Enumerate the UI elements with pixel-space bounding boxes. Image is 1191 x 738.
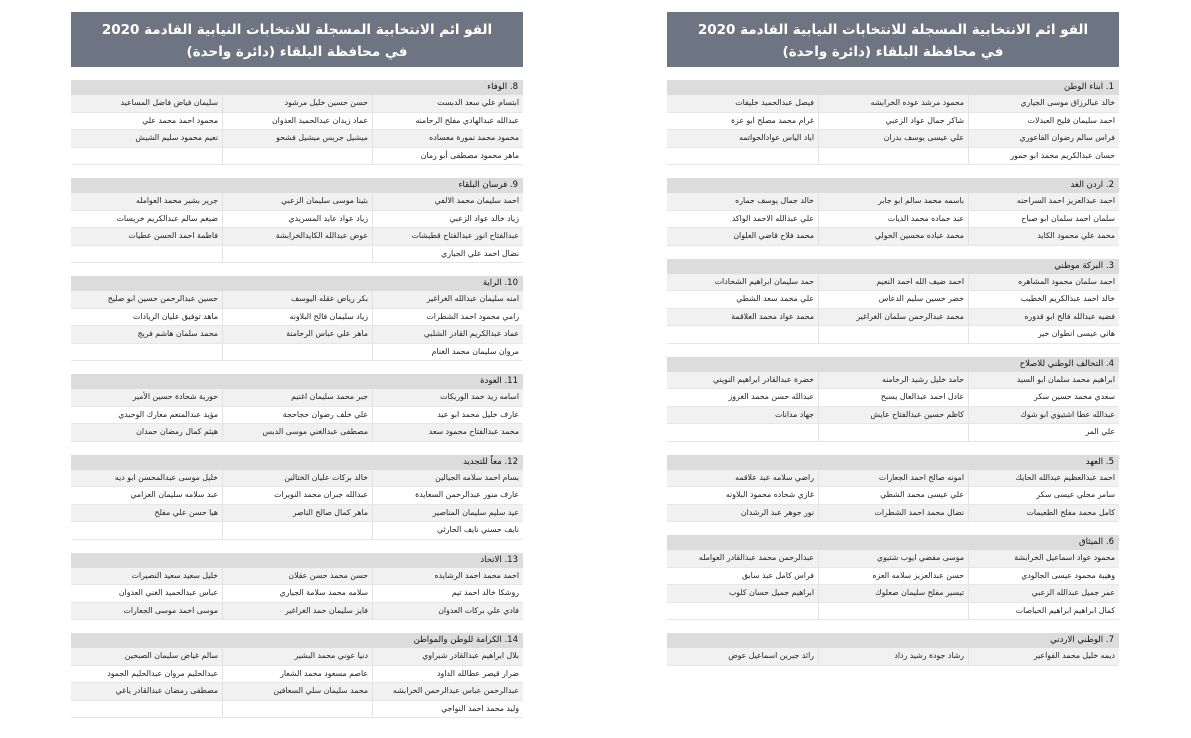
candidate-name: هيا حسن علي مفلح <box>73 505 223 522</box>
candidate-name: خضرة عبدالقادر ابراهيم النويني <box>669 372 819 389</box>
candidate-name: سليمان فياض فاضل المساعيد <box>73 95 223 112</box>
candidate-name: زياد خالد عواد الزعبي <box>449 213 519 223</box>
candidate-row <box>71 568 523 586</box>
candidate-name: ماهر محمود مصطفى أبو رمان <box>420 150 519 160</box>
candidate-name: عماد عبدالكريم القادر الشلبي <box>423 329 519 338</box>
candidate-name: ماهد توفيق عليان الزيادات <box>73 309 223 326</box>
candidate-name: محمد سلمان هاشم فريج <box>73 326 223 343</box>
candidate-name: حسن عبدالعزيز سلامه العزه <box>819 568 969 585</box>
candidate-name: ميشيل جريس ميشيل فشحو <box>223 130 373 147</box>
candidate-name <box>73 246 223 263</box>
candidate-name <box>669 424 819 441</box>
candidate-row <box>667 550 1119 568</box>
candidate-row <box>667 568 1119 586</box>
candidate-name: نعيم محمود سليم الشيش <box>73 130 223 147</box>
list-title: 1. ابناء الوطن <box>667 80 1119 95</box>
list-title: 7. الوطني الاردني <box>667 633 1119 648</box>
candidate-name: سلامه محمد سلامة الجياري <box>223 585 373 602</box>
candidate-name: عمر جميل عبدالله الزعبي <box>1031 588 1115 597</box>
candidate-row <box>71 228 523 246</box>
candidate-name: بثينا موسى سليمان الزعبي <box>223 193 373 210</box>
candidate-name: كمال ابراهيم ابراهيم الحياصات <box>1015 605 1115 615</box>
candidate-row <box>667 130 1119 148</box>
candidate-name: ابتسام علي سعد الدبست <box>437 98 519 107</box>
candidate-name: فراس سالم رضوان الفاعوري <box>1019 133 1115 142</box>
candidate-name: احمد محمد احمد الرشايده <box>434 570 519 580</box>
candidate-name: بكر رياض عقله اليوسف <box>223 291 373 308</box>
panel-title <box>667 12 1119 67</box>
electoral-list <box>71 276 523 361</box>
candidate-name: عماد زيدان عبدالحميد العدوان <box>223 113 373 130</box>
candidate-name: امونه صالح احمد الجعارات <box>819 470 969 487</box>
electoral-list <box>71 633 523 718</box>
candidate-name: فراس كامل عبد سابق <box>669 568 819 585</box>
candidate-name: ماهر علي عباس الرحامنة <box>223 326 373 343</box>
candidate-row <box>667 291 1119 309</box>
candidate-name: احمد سلمان محمود المشاهره <box>1018 276 1115 286</box>
candidate-row <box>71 505 523 523</box>
candidate-row <box>667 487 1119 505</box>
candidate-name: خالد عبالرزاق موسى الجياري <box>1020 98 1115 107</box>
candidate-name: حمد سليمان ابراهيم الشحادات <box>669 274 819 291</box>
candidate-row <box>667 309 1119 327</box>
candidate-row <box>667 372 1119 390</box>
candidate-name: عبد سلامه سليمان العزامي <box>73 487 223 504</box>
candidate-name: زياد سليمان فالح البلاونه <box>223 309 373 326</box>
electoral-list <box>667 357 1119 442</box>
candidate-name: حامد خليل رشيد الرحامنه <box>819 372 969 389</box>
candidate-name: ابراهيم محمد سلمان ابو السيد <box>1016 374 1115 384</box>
candidate-name: محمد عواد محمد العلاقمة <box>669 309 819 326</box>
candidate-name: وليد محمد احمد النواجي <box>441 703 519 713</box>
candidate-row <box>71 344 523 362</box>
candidate-name: تيسير مفلح سليمان صعلوك <box>819 585 969 602</box>
candidate-name <box>669 148 819 165</box>
candidate-name: فاطمة احمد الحسن عطيات <box>73 228 223 245</box>
candidate-name: نايف حسني نايف الحارثي <box>436 525 519 534</box>
candidate-name: محمد فلاح قاضي العلوان <box>669 228 819 245</box>
candidate-row <box>71 246 523 264</box>
candidate-name: راضي سلامه عبد علاقمه <box>669 470 819 487</box>
candidate-name: احمد ضيف الله احمد النعيم <box>819 274 969 291</box>
candidate-name: مصطفى رمضان عبدالقادر ياغي <box>73 683 223 700</box>
candidate-name: احمد سليمان فليح العبدلات <box>1027 115 1115 125</box>
candidate-row <box>71 487 523 505</box>
candidate-name: محمد عبدالفتاح محمود سعد <box>428 427 519 436</box>
candidate-name: باسمه محمد سالم ابو جابر <box>819 193 969 210</box>
candidate-name: عبدالفتاح انور عبدالفتاح قطيشات <box>411 231 519 240</box>
candidate-name: رشاد جودة رشيد رداد <box>819 648 969 665</box>
candidate-name: احمد عبدالعظيم عبدالله الحايك <box>1015 472 1115 482</box>
electoral-list <box>667 80 1119 165</box>
candidate-name: رامي محمود احمد الشطرات <box>426 311 519 321</box>
candidate-name: محمود احمد محمد علي <box>73 113 223 130</box>
list-title: 13. الاتحاد <box>71 553 523 568</box>
candidate-row <box>667 148 1119 166</box>
list-title: 9. فرسان البلقاء <box>71 178 523 193</box>
candidate-name: هيثم كمال رمضان حمدان <box>73 424 223 441</box>
candidate-name: ماهر كمال صالح الناصر <box>223 505 373 522</box>
list-title: 8. الوفاء <box>71 80 523 95</box>
candidate-row <box>667 228 1119 246</box>
candidate-row <box>71 309 523 327</box>
candidate-name: علي المر <box>1085 427 1115 436</box>
candidate-name <box>73 701 223 718</box>
candidate-name: عبد حماده محمد الديات <box>819 211 969 228</box>
electoral-list <box>667 455 1119 523</box>
candidate-name: غرام محمد مصلح ابو عزة <box>669 113 819 130</box>
candidate-name <box>73 148 223 165</box>
candidate-name: عبدالله جبران محمد النويرات <box>223 487 373 504</box>
candidate-name <box>73 344 223 361</box>
electoral-list <box>71 374 523 442</box>
candidate-name: بسام احمد سلامه الجيالين <box>435 472 519 482</box>
lists-container <box>71 80 523 718</box>
candidate-name: امنه سليمان عبدالله الغراغير <box>426 294 519 303</box>
candidate-name: محمود محمد نمورة معساده <box>429 133 519 142</box>
candidate-name: فادي علي بركات العدوان <box>438 605 519 615</box>
candidate-name: مؤيد عبدالمنعم معارك الوحيدي <box>73 407 223 424</box>
candidate-name: علي عيسى محمد الشطي <box>819 487 969 504</box>
electoral-list <box>71 80 523 165</box>
candidate-name: علي عبدالله الاحمد الواكد <box>669 211 819 228</box>
title-line-2: في محافظة البلقاء (دائرة واحدة) <box>186 44 408 60</box>
candidate-name: سعدي محمد حسين سكر <box>1034 392 1115 401</box>
candidate-name: ضرار قيصر عطالله الداود <box>436 668 519 678</box>
candidate-name: خالد احمد عبدالكريم الخطيب <box>1020 294 1115 303</box>
candidate-row <box>667 424 1119 442</box>
candidate-name: خالد بركات عليان الختالين <box>223 470 373 487</box>
electoral-list <box>71 455 523 540</box>
title-line-1: القو ائم الانتخابية المسجلة للانتخابات النيابية القادمة 2020 <box>101 22 493 38</box>
candidate-name: كامل محمد مفلح الطعيمات <box>1026 507 1115 517</box>
candidate-row <box>667 211 1119 229</box>
electoral-list <box>71 178 523 263</box>
candidate-name: عوض عبدالله الكايدالخرابشة <box>223 228 373 245</box>
candidate-name: محمد عبدالرحمن سلمان الغراغير <box>819 309 969 326</box>
list-title: 14. الكرامة للوطن والمواطن <box>71 633 523 648</box>
lists-container <box>667 80 1119 666</box>
candidate-name: اسامه زيد حمد الوريكات <box>440 392 519 401</box>
electoral-list <box>667 535 1119 620</box>
candidate-name <box>223 344 373 361</box>
candidate-name <box>223 246 373 263</box>
candidate-name: مصطفى عبدالغني موسى الدبس <box>223 424 373 441</box>
candidate-row <box>667 585 1119 603</box>
candidate-row <box>667 193 1119 211</box>
candidate-name: خليل موسى عبدالمحسن ابو ديه <box>73 470 223 487</box>
candidate-name: بلال ابراهيم عبدالقادر شبراوي <box>422 651 519 660</box>
candidate-name: عادل احمد عبدالعال يسبح <box>819 389 969 406</box>
candidate-name <box>819 603 969 620</box>
candidate-name: عبدالرحمن محمد عبدالقادر العوامله <box>669 550 819 567</box>
candidate-name <box>223 522 373 539</box>
candidate-row <box>71 683 523 701</box>
candidate-name: عارف منور عبدالرحمن السعايدة <box>415 490 519 499</box>
list-title: 3. البركة موطني <box>667 259 1119 274</box>
candidate-name: سالم غياض سليمان الصبحين <box>73 648 223 665</box>
candidate-row <box>71 522 523 540</box>
candidate-row <box>667 113 1119 131</box>
candidate-name: عارف خليل محمد ابو عيد <box>437 409 519 419</box>
candidate-name: حسان عبدالكريم محمد ابو حمور <box>1010 150 1115 160</box>
candidate-name <box>819 424 969 441</box>
candidate-name: احمد عبدالعزيز احمد السراحنه <box>1016 196 1115 205</box>
candidate-row <box>71 585 523 603</box>
candidate-name: مروان سليمان محمد الغنام <box>431 346 519 356</box>
candidate-name: جبر محمد سليمان اغنيم <box>223 389 373 406</box>
candidate-row <box>667 470 1119 488</box>
candidate-row <box>71 193 523 211</box>
candidate-name: كاظم حسين عبدالفتاح عايش <box>819 407 969 424</box>
candidate-row <box>667 389 1119 407</box>
candidate-row <box>667 648 1119 666</box>
candidate-name: رائد جبرين اسماعيل عوض <box>669 648 819 665</box>
list-title: 6. الميثاق <box>667 535 1119 550</box>
candidate-name: محمد علي محمود الكايد <box>1037 231 1115 240</box>
candidate-name: هاني عيسى انطوان خير <box>1037 329 1115 338</box>
candidate-name: علي محمد سعد الشطي <box>669 291 819 308</box>
candidate-row <box>667 95 1119 113</box>
candidate-name: محمود مرشد عوده الخرابشه <box>819 95 969 112</box>
list-title: 5. العهد <box>667 455 1119 470</box>
candidate-name: علي عيسى يوسف بدران <box>819 130 969 147</box>
candidate-name: خالد جمال يوسف جماره <box>669 193 819 210</box>
candidate-name: حسن محمد حسن عقلان <box>223 568 373 585</box>
title-line-2: في محافظة البلقاء (دائرة واحدة) <box>782 44 1004 60</box>
candidate-row <box>71 95 523 113</box>
candidate-name: موسى مفضي ايوب شتيوي <box>819 550 969 567</box>
electoral-list <box>667 259 1119 344</box>
candidate-name: خضر حسين سليم الدعاس <box>819 291 969 308</box>
candidate-row <box>71 666 523 684</box>
candidate-row <box>71 291 523 309</box>
candidate-name: جرير بشير محمد العوامله <box>73 193 223 210</box>
candidate-row <box>71 113 523 131</box>
candidate-name: نضال احمد علي الجياري <box>441 248 519 258</box>
candidate-name: حورية شحادة حسين الأمير <box>73 389 223 406</box>
candidate-name: سامر مجلي عيسى سكر <box>1036 490 1115 499</box>
candidate-row <box>71 148 523 166</box>
electoral-list <box>667 633 1119 666</box>
candidate-name: عبدالحليم مروان عبدالحليم الجمود <box>73 666 223 683</box>
candidate-name: ديمه خليل محمد الفواعير <box>1033 651 1115 660</box>
candidate-name: نور جوهر عبد الرشدان <box>669 505 819 522</box>
list-title: 11. العودة <box>71 374 523 389</box>
candidate-name <box>669 326 819 343</box>
candidate-name: عبدالله عطا اشتيوي ابو شوك <box>1020 409 1115 419</box>
candidate-name: اياد الياس عوادالحواتمه <box>669 130 819 147</box>
candidate-name: سلمان احمد سلمان ابو صباح <box>1021 213 1115 223</box>
candidate-name: عبدالرحمن عباس عبدالرحمن الخرابشه <box>392 686 519 695</box>
candidate-name: خليل سعيد سعيد النصيرات <box>73 568 223 585</box>
candidate-row <box>71 407 523 425</box>
panel-title <box>71 12 523 67</box>
candidate-name: محمود عواد اسماعيل الخرابشة <box>1014 553 1115 562</box>
electoral-list <box>71 553 523 621</box>
candidate-name: فايز سليمان حمد الغراغير <box>223 603 373 620</box>
candidate-name: فيصل عبدالحميد خليفات <box>669 95 819 112</box>
candidate-name: عيد سليم سليمان المناصير <box>432 507 519 517</box>
candidate-name: عباس عبدالحميد الغني العدوان <box>73 585 223 602</box>
candidate-name: نضال محمد احمد الشطرات <box>819 505 969 522</box>
candidate-name: شاكر جمال عواد الزعبي <box>819 113 969 130</box>
list-title: 4. التحالف الوطني للاصلاح <box>667 357 1119 372</box>
candidate-name: ابراهيم جميل حسان كلوب <box>669 585 819 602</box>
candidate-name: محمد سليمان سلي السعافين <box>223 683 373 700</box>
candidate-row <box>667 505 1119 523</box>
candidate-row <box>71 211 523 229</box>
candidate-row <box>71 424 523 442</box>
candidate-row <box>667 274 1119 292</box>
candidate-name <box>819 148 969 165</box>
candidate-name <box>223 701 373 718</box>
candidate-name: علي خلف رضوان حجاحجة <box>223 407 373 424</box>
candidate-row <box>667 326 1119 344</box>
candidate-row <box>71 701 523 719</box>
candidate-name: فضيه عبدالله فالح ابو قدوره <box>1024 311 1115 321</box>
candidate-name: وهيبة محمود عيسى الجالودي <box>1021 570 1115 580</box>
candidate-name: روشكا خالد احمد تيم <box>451 588 519 597</box>
candidate-row <box>667 407 1119 425</box>
candidate-row <box>71 470 523 488</box>
list-title: 2. اردن الغد <box>667 178 1119 193</box>
right-panel <box>667 12 1119 666</box>
list-title: 10. الراية <box>71 276 523 291</box>
candidate-row <box>71 326 523 344</box>
list-title: 12. معاً للتجديد <box>71 455 523 470</box>
candidate-name: جهاد مدانات <box>669 407 819 424</box>
candidate-row <box>71 603 523 621</box>
candidate-name: موسى احمد موسى الجعارات <box>73 603 223 620</box>
candidate-name <box>669 603 819 620</box>
candidate-name: محمد عباده محسين الحولي <box>819 228 969 245</box>
candidate-name <box>73 522 223 539</box>
candidate-name: زياد عواد عايد المسريدي <box>223 211 373 228</box>
candidate-row <box>71 389 523 407</box>
title-line-1: القو ائم الانتخابية المسجلة للانتخابات النيابية القادمة 2020 <box>697 22 1089 38</box>
electoral-list <box>667 178 1119 246</box>
candidate-name <box>223 148 373 165</box>
candidate-name: حسن حسين خليل مرشود <box>223 95 373 112</box>
candidate-row <box>71 648 523 666</box>
candidate-name: احمد سليمان محمد الالفي <box>434 196 519 205</box>
candidate-name: عبدالله حسن محمد الغروز <box>669 389 819 406</box>
candidate-name: عاصم مسعود محمد الشعار <box>223 666 373 683</box>
left-panel <box>71 12 523 718</box>
candidate-name: دنيا عوني محمد البشير <box>223 648 373 665</box>
candidate-row <box>667 603 1119 621</box>
candidate-name: ضيغم سالم عبدالكريم خريسات <box>73 211 223 228</box>
candidate-name: عبدالله عبدالهادي مفلح الرحامنه <box>415 115 519 125</box>
candidate-name: غازي شحاده محمود البلاونه <box>669 487 819 504</box>
candidate-name <box>819 326 969 343</box>
candidate-name: حسين عبدالرحمن حسين ابو صليح <box>73 291 223 308</box>
candidate-row <box>71 130 523 148</box>
